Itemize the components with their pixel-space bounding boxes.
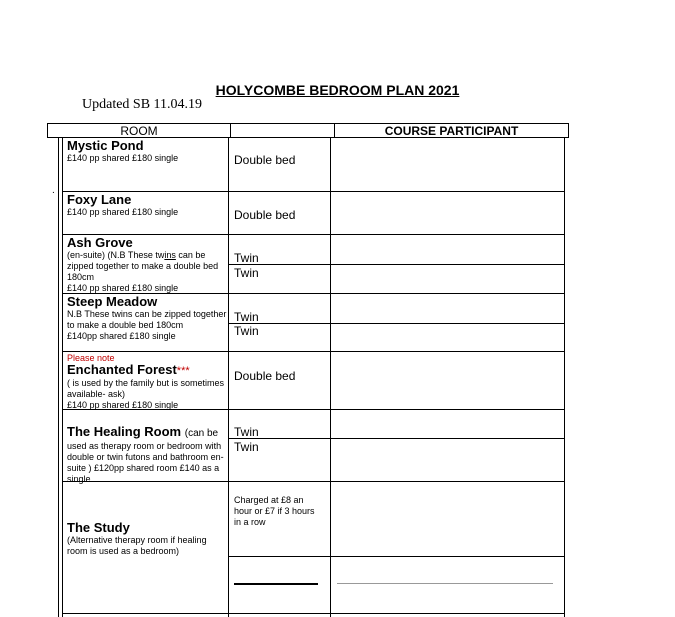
room-price: £140 pp shared £180 single	[67, 283, 179, 293]
room-details: N.B These twins can be zipped together to make a double bed 180cm	[67, 309, 227, 330]
room-name-line	[67, 425, 227, 441]
room-name: Foxy Lane	[67, 192, 132, 207]
row-separator	[62, 351, 565, 352]
header-divider-1	[230, 123, 231, 137]
subrow-separator	[228, 323, 565, 324]
room-mystic-pond	[67, 139, 227, 164]
body-left-border	[62, 137, 63, 617]
room-details: used as therapy room or bedroom with double or twin futons and bathroom en-suite ) £120pp shared room £140 as a single	[67, 441, 224, 484]
room-enchanted-forest	[67, 353, 227, 411]
room-name: Steep Meadow	[67, 294, 158, 309]
body-col-divider-2	[330, 137, 331, 617]
blank-line-participant	[337, 583, 553, 584]
updated-note: Updated SB 11.04.19	[82, 97, 203, 112]
asterisk-note: ***	[176, 365, 190, 377]
row-separator	[62, 191, 565, 192]
room-name: Ash Grove	[67, 235, 133, 250]
body-left-inner-border	[58, 137, 59, 617]
room-details: (Alternative therapy room if healing room is used as a bedroom)	[67, 535, 207, 556]
details-text: (en-suite) (N.B These tw	[67, 250, 165, 260]
header-course-participant: COURSE PARTICIPANT	[384, 124, 519, 138]
room-foxy-lane	[67, 193, 227, 218]
row-separator	[62, 234, 565, 235]
details-underlined: ins	[164, 250, 176, 260]
body-col-divider-1	[228, 137, 229, 617]
bed-type: Twin	[234, 324, 259, 338]
bed-type: Twin	[234, 440, 259, 454]
room-details	[67, 250, 227, 283]
room-details: £140 pp shared £180 single	[67, 153, 179, 163]
table-bottom-border	[62, 613, 565, 614]
bed-type: Twin	[234, 266, 259, 280]
margin-mark: .	[52, 185, 55, 196]
room-price: £140 pp shared £180 single	[67, 400, 179, 410]
bed-type: Double bed	[234, 153, 296, 167]
subrow-separator	[228, 438, 565, 439]
room-the-study	[67, 521, 227, 557]
room-healing-room	[67, 425, 227, 485]
body-right-border	[564, 137, 565, 617]
room-name: The Healing Room	[67, 424, 182, 439]
study-charge-note: Charged at £8 an hour or £7 if 3 hours in a row	[234, 495, 315, 527]
room-name-line	[67, 363, 227, 378]
room-name: Enchanted Forest	[67, 362, 177, 377]
subrow-separator	[228, 264, 565, 265]
room-name: Mystic Pond	[67, 138, 144, 153]
blank-line-bed	[234, 583, 318, 585]
room-steep-meadow	[67, 295, 227, 342]
please-note-label: Please note	[67, 353, 115, 363]
bed-type: Double bed	[234, 208, 296, 222]
bed-type: Twin	[234, 310, 259, 324]
bed-type: Twin	[234, 425, 259, 439]
room-ash-grove	[67, 236, 227, 294]
room-price: £140pp shared £180 single	[67, 331, 176, 341]
bed-type: Twin	[234, 251, 259, 265]
subrow-separator	[228, 556, 565, 557]
header-room: ROOM	[120, 124, 158, 138]
room-name-suffix: (can be	[184, 428, 219, 439]
header-right-border	[568, 123, 569, 137]
room-name: The Study	[67, 520, 130, 535]
bed-type: Double bed	[234, 369, 296, 383]
room-details: £140 pp shared £180 single	[67, 207, 179, 217]
room-details: ( is used by the family but is sometimes available- ask)	[67, 378, 225, 399]
details-text: can be zipped together to make a double bed 180cm	[67, 250, 219, 282]
document-title: HOLYCOMBE BEDROOM PLAN 2021	[215, 82, 460, 98]
